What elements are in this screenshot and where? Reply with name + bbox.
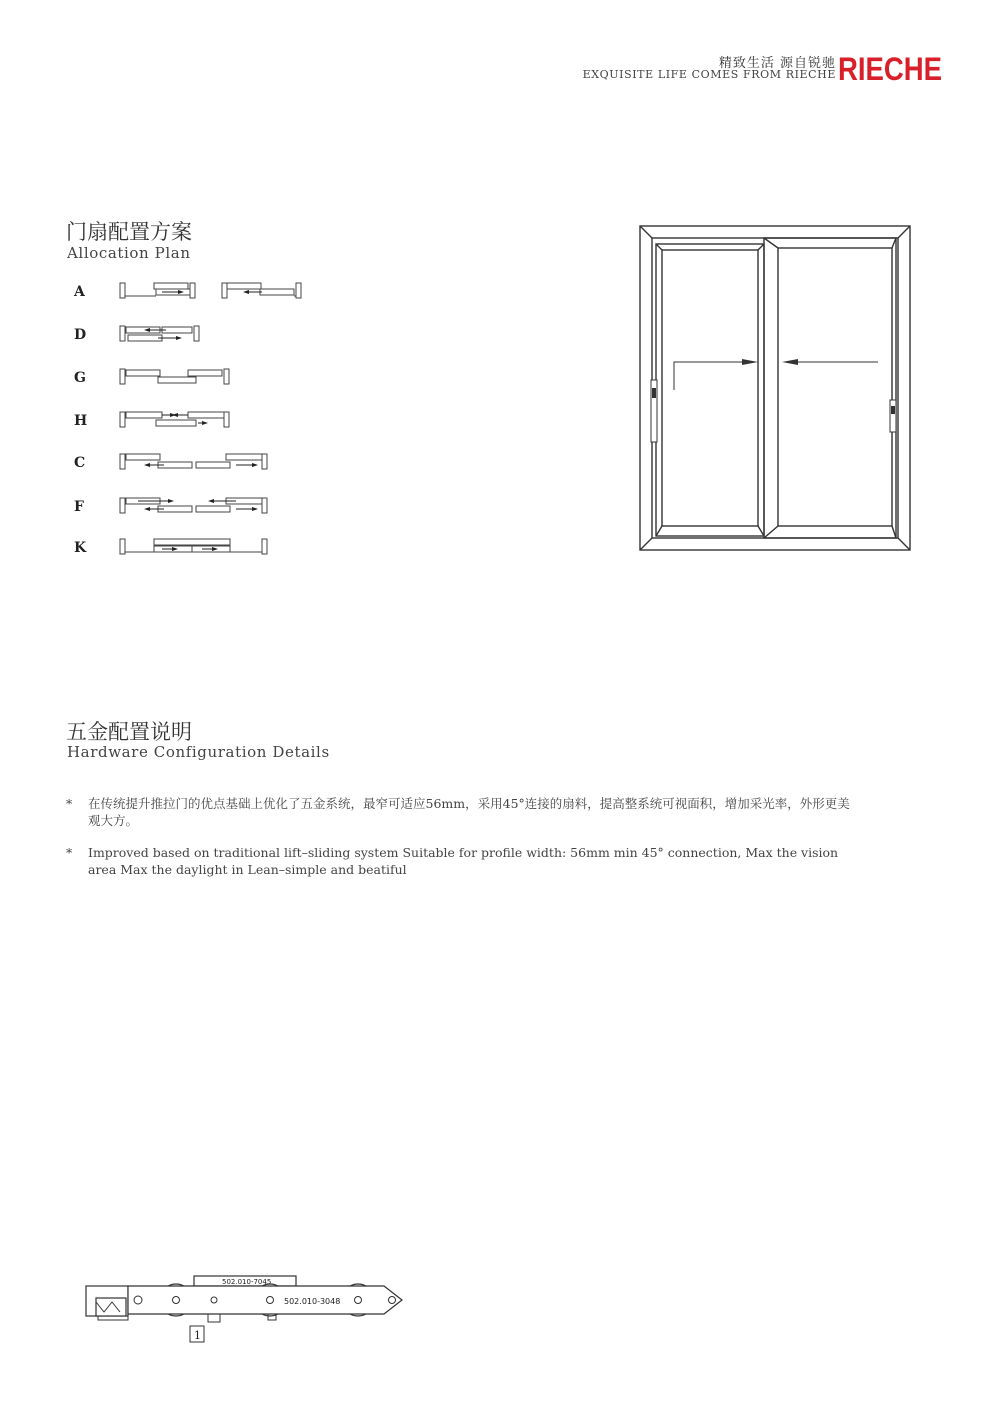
- sliding-door-elevation: [638, 224, 912, 552]
- plan-letter-c: C: [74, 455, 86, 471]
- plan-diagram-g: [118, 366, 318, 390]
- plan-letter-f: F: [74, 499, 84, 515]
- note-bullet: *: [66, 845, 73, 860]
- plan-diagram-a: [118, 280, 318, 304]
- plan-letter-d: D: [74, 327, 87, 343]
- plan-diagram-d: [118, 323, 318, 347]
- door-handle-right: [890, 400, 896, 432]
- plan-letter-a: A: [74, 284, 85, 300]
- note-text: Improved based on traditional lift–sliding system Suitable for profile width: 56mm min 45° connection, Max the vision area Max the daylight in Lean–simple and beatiful: [88, 845, 839, 877]
- roller-carriage-drawing: [84, 1272, 414, 1348]
- hardware-title-en: Hardware Configuration Details: [67, 743, 330, 761]
- logo-text: RIECHE: [838, 51, 942, 87]
- note-en: [66, 844, 866, 880]
- plan-letter-h: H: [74, 413, 88, 429]
- hardware-title-cn: 五金配置说明: [66, 720, 192, 744]
- part-top-code: 502.010-7045: [222, 1278, 272, 1286]
- allocation-title-cn: 门扇配置方案: [66, 220, 192, 244]
- plan-diagram-f: [118, 495, 318, 519]
- plan-diagram-k: [118, 536, 318, 560]
- part-main-code: 502.010-3048: [284, 1297, 341, 1306]
- part-index: 1: [194, 1329, 201, 1342]
- rieche-logo: [838, 50, 944, 87]
- plan-letter-k: K: [74, 540, 87, 556]
- plan-diagram-c: [118, 451, 318, 475]
- plan-diagram-h: [118, 409, 318, 433]
- header-slogan-en: EXQUISITE LIFE COMES FROM RIECHE: [582, 68, 836, 81]
- note-bullet: *: [66, 796, 73, 811]
- plan-letter-g: G: [74, 370, 86, 386]
- note-text: 在传统提升推拉门的优点基础上优化了五金系统，最窄可适应56mm，采用45°连接的扇料，提高整系统可视面积，增加采光率，外形更美观大方。: [88, 796, 850, 828]
- header-slogan-cn: 精致生活 源自锐驰: [718, 56, 836, 71]
- allocation-title-en: Allocation Plan: [67, 244, 191, 262]
- note-cn: [66, 795, 866, 831]
- door-handle-left: [651, 380, 657, 442]
